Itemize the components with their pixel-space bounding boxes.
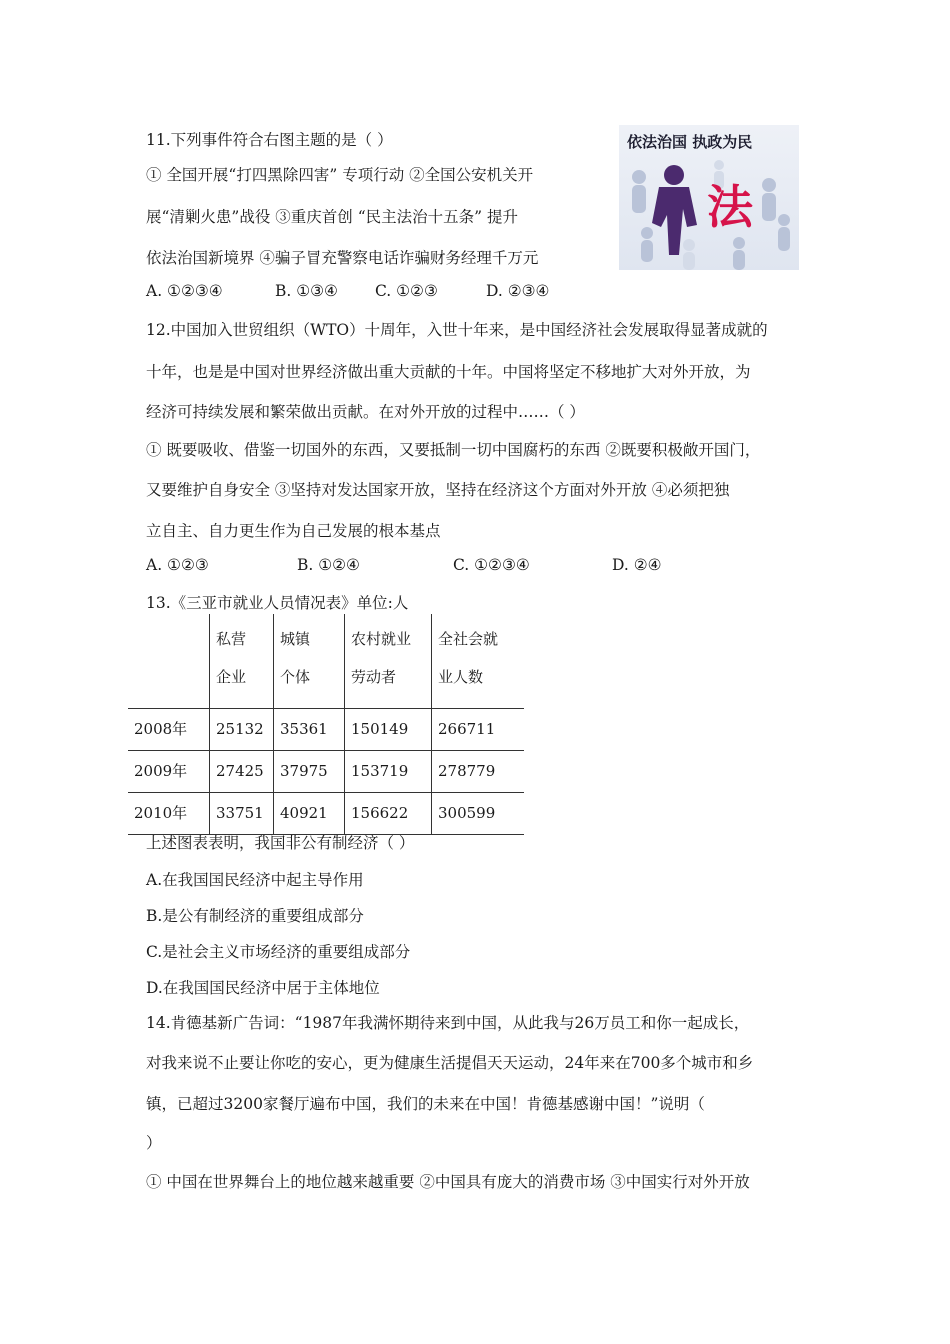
q12-option-b: B. ①②④ <box>297 556 360 574</box>
header-cell-empty <box>128 614 210 709</box>
table-cell: 150149 <box>345 709 432 751</box>
table-cell: 25132 <box>210 709 274 751</box>
q13-option-b: B.是公有制经济的重要组成部分 <box>146 907 364 925</box>
employment-table <box>128 614 524 835</box>
table-cell-year: 2008年 <box>128 709 210 751</box>
table-header-row <box>128 614 524 709</box>
table-cell: 35361 <box>274 709 345 751</box>
q11-stem: 11.下列事件符合右图主题的是（ ） <box>146 131 393 149</box>
q13-option-a: A.在我国国民经济中起主导作用 <box>146 871 364 889</box>
table-cell: 300599 <box>432 793 525 835</box>
law-glyph: 法 <box>707 180 753 234</box>
table-cell: 266711 <box>432 709 525 751</box>
q11-option-a: A. ①②③④ <box>146 282 223 300</box>
q14-line-5: ① 中国在世界舞台上的地位越来越重要 ②中国具有庞大的消费市场 ③中国实行对外开放 <box>146 1173 750 1191</box>
q12-option-a: A. ①②③ <box>146 556 209 574</box>
q12-line-5: 又要维护自身安全 ③坚持对发达国家开放，坚持在经济这个方面对外开放 ④必须把独 <box>146 481 730 499</box>
q11-option-d: D. ②③④ <box>486 282 550 300</box>
q14-line-3: 镇，已超过3200家餐厅遍布中国，我们的未来在中国！肯德基感谢中国！”说明（ <box>146 1095 705 1113</box>
header-cell-urban: 城镇 个体 <box>274 614 345 709</box>
table-cell: 33751 <box>210 793 274 835</box>
rule-of-law-image <box>619 125 799 270</box>
q14-line-4: ） <box>146 1134 162 1152</box>
header-cell-private: 私营 企业 <box>210 614 274 709</box>
table-cell: 153719 <box>345 751 432 793</box>
table-cell: 40921 <box>274 793 345 835</box>
q13-stem: 13.《三亚市就业人员情况表》单位:人 <box>146 594 409 612</box>
q11-line-1: ① 全国开展“打四黑除四害” 专项行动 ②全国公安机关开 <box>146 166 534 184</box>
q13-option-c: C.是社会主义市场经济的重要组成部分 <box>146 943 411 961</box>
header-cell-total: 全社会就 业人数 <box>432 614 525 709</box>
q12-line-4: ① 既要吸收、借鉴一切国外的东西，又要抵制一切中国腐朽的东西 ②既要积极敞开国门， <box>146 441 761 459</box>
table-cell-year: 2010年 <box>128 793 210 835</box>
q11-line-3: 依法治国新境界 ④骗子冒充警察电话诈骗财务经理千万元 <box>146 249 539 267</box>
q14-line-2: 对我来说不止要让你吃的安心，更为健康生活提倡天天运动，24年来在700多个城市和乡 <box>146 1054 754 1072</box>
q11-option-b: B. ①③④ <box>275 282 338 300</box>
q12-option-d: D. ②④ <box>612 556 662 574</box>
q13-option-d: D.在我国国民经济中居于主体地位 <box>146 979 380 997</box>
table-cell: 27425 <box>210 751 274 793</box>
q11-option-c: C. ①②③ <box>375 282 438 300</box>
q12-line-6: 立自主、自力更生作为自己发展的根本基点 <box>146 522 441 540</box>
image-caption: 依法治国 执政为民 <box>627 133 753 151</box>
q12-line-1: 12.中国加入世贸组织（WTO）十周年，入世十年来，是中国经济社会发展取得显著成就的 <box>146 321 768 339</box>
table-cell: 37975 <box>274 751 345 793</box>
q12-option-c: C. ①②③④ <box>453 556 530 574</box>
q12-line-2: 十年，也是是中国对世界经济做出重大贡献的十年。中国将坚定不移地扩大对外开放，为 <box>146 363 751 381</box>
q14-line-1: 14.肯德基新广告词：“1987年我满怀期待来到中国，从此我与26万员工和你一起成长， <box>146 1014 750 1032</box>
table-row <box>128 751 524 793</box>
table-row <box>128 709 524 751</box>
q12-line-3: 经济可持续发展和繁荣做出贡献。在对外开放的过程中……（ ） <box>146 403 585 421</box>
table-cell-year: 2009年 <box>128 751 210 793</box>
header-cell-rural: 农村就业 劳动者 <box>345 614 432 709</box>
table-row <box>128 793 524 835</box>
table-cell: 156622 <box>345 793 432 835</box>
table-cell: 278779 <box>432 751 525 793</box>
q11-line-2: 展“清剿火患”战役 ③重庆首创 “民主法治十五条” 提升 <box>146 208 518 226</box>
q13-question: 上述图表表明，我国非公有制经济（ ） <box>146 834 415 852</box>
